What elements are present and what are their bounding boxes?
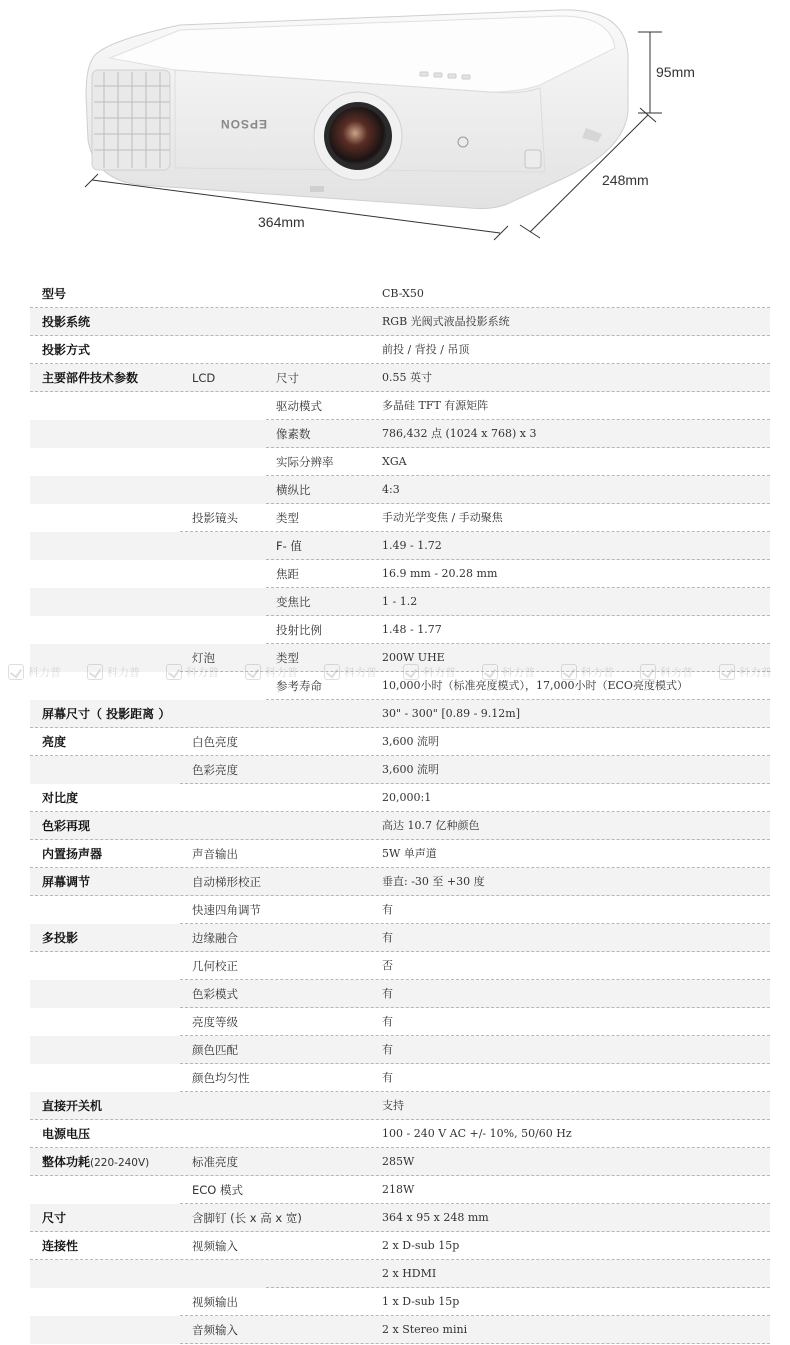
spec-category-note: (220-240V) — [90, 1157, 150, 1169]
width-dimension-label: 364mm — [258, 214, 305, 230]
spec-group-text: 颜色匹配 — [192, 1043, 238, 1057]
spec-value-text: 有 — [382, 1015, 393, 1028]
spec-value — [382, 364, 432, 392]
spec-group — [192, 756, 238, 784]
spec-value — [382, 1176, 414, 1204]
spec-value — [382, 1260, 436, 1288]
spec-value-text: 285W — [382, 1155, 415, 1168]
spec-group — [192, 1064, 250, 1092]
spec-row — [30, 476, 770, 504]
spec-row — [30, 672, 770, 700]
spec-value — [382, 1288, 459, 1316]
spec-group — [192, 980, 238, 1008]
spec-value — [382, 1120, 572, 1148]
spec-row — [30, 868, 770, 896]
spec-value-text: 2 x Stereo mini — [382, 1323, 468, 1336]
spec-value-text: 0.55 英寸 — [382, 371, 432, 384]
spec-value-text: 5W 单声道 — [382, 847, 437, 860]
spec-row — [30, 840, 770, 868]
spec-group-text: 视频输出 — [192, 1295, 238, 1309]
spec-category — [42, 364, 138, 392]
watermark-text: 科力普 — [344, 666, 377, 679]
spec-category — [42, 1148, 149, 1176]
spec-value-text: 10,000小时（标准亮度模式），17,000小时（ECO亮度模式） — [382, 679, 688, 692]
spec-category — [42, 1092, 102, 1120]
spec-row — [30, 952, 770, 980]
spec-value — [382, 280, 424, 308]
spec-item-text: 像素数 — [276, 427, 311, 441]
spec-item — [276, 588, 311, 616]
spec-group — [192, 1288, 238, 1316]
spec-value-text: 有 — [382, 931, 393, 944]
spec-row — [30, 280, 770, 308]
spec-item — [276, 448, 334, 476]
spec-group-text: 快速四角调节 — [192, 903, 261, 917]
spec-category — [42, 700, 170, 728]
spec-row — [30, 1092, 770, 1120]
spec-group — [192, 924, 238, 952]
spec-value-text: 2 x HDMI — [382, 1267, 437, 1280]
spec-value — [382, 1092, 404, 1120]
spec-group — [192, 1148, 238, 1176]
spec-value-text: CB-X50 — [382, 287, 424, 300]
spec-category-text: 连接性 — [42, 1239, 79, 1253]
spec-value — [382, 476, 400, 504]
spec-value-text: 364 x 95 x 248 mm — [382, 1211, 489, 1224]
spec-value — [382, 1008, 393, 1036]
watermark-text: 科力普 — [107, 666, 140, 679]
spec-value-text: 多晶硅 TFT 有源矩阵 — [382, 399, 489, 412]
spec-value-text: 200W UHE — [382, 651, 445, 664]
spec-value — [382, 336, 469, 364]
spec-group-text: 标准亮度 — [192, 1155, 238, 1169]
spec-row — [30, 1008, 770, 1036]
spec-value-text: 高达 10.7 亿种颜色 — [382, 819, 480, 832]
spec-group — [192, 644, 215, 672]
spec-category-text: 屏幕尺寸（ 投影距离 ） — [42, 707, 171, 721]
spec-row — [30, 1316, 770, 1344]
brand-logo: EPSON — [220, 117, 268, 131]
spec-group — [192, 1036, 238, 1064]
spec-value-text: 1 - 1.2 — [382, 595, 418, 608]
spec-row — [30, 896, 770, 924]
spec-item-text: 尺寸 — [276, 371, 299, 385]
spec-value — [382, 1036, 393, 1064]
spec-category — [42, 308, 90, 336]
projector-drawing — [0, 0, 790, 260]
spec-item-text: 类型 — [276, 511, 299, 525]
spec-value — [382, 504, 503, 532]
spec-category — [42, 840, 102, 868]
spec-row — [30, 1176, 770, 1204]
spec-group-text: ECO 模式 — [192, 1183, 244, 1197]
watermark-logo-icon — [8, 664, 24, 680]
spec-group — [192, 364, 215, 392]
spec-item-text: 参考寿命 — [276, 679, 322, 693]
spec-row — [30, 784, 770, 812]
spec-category-text: 直接开关机 — [42, 1099, 103, 1113]
spec-row — [30, 560, 770, 588]
spec-group — [192, 504, 238, 532]
spec-value — [382, 700, 520, 728]
spec-group-text: 白色亮度 — [192, 735, 238, 749]
spec-row — [30, 616, 770, 644]
height-dimension-label: 95mm — [656, 64, 695, 80]
spec-category — [42, 1120, 90, 1148]
spec-value-text: 有 — [382, 1043, 393, 1056]
spec-row — [30, 336, 770, 364]
spec-table — [30, 280, 770, 1344]
spec-category — [42, 784, 78, 812]
spec-row — [30, 644, 770, 672]
spec-category — [42, 280, 66, 308]
spec-category-text: 色彩再现 — [42, 819, 91, 833]
spec-item — [276, 476, 311, 504]
spec-value-text: 支持 — [382, 1099, 404, 1112]
spec-category-text: 主要部件技术参数 — [42, 371, 139, 385]
spec-group-text: 灯泡 — [192, 651, 215, 665]
spec-category-text: 整体功耗 — [42, 1155, 91, 1169]
spec-value — [382, 672, 688, 700]
spec-row — [30, 1148, 770, 1176]
spec-value — [382, 868, 485, 896]
spec-value-text: 垂直: -30 至 +30 度 — [382, 875, 485, 888]
spec-category — [42, 1232, 78, 1260]
spec-value-text: 2 x D-sub 15p — [382, 1239, 460, 1252]
spec-group-text: 投影镜头 — [192, 511, 238, 525]
spec-group-text: 亮度等级 — [192, 1015, 238, 1029]
spec-item-text: 类型 — [276, 651, 299, 665]
spec-row — [30, 1064, 770, 1092]
spec-category-text: 内置扬声器 — [42, 847, 103, 861]
spec-value — [382, 1064, 393, 1092]
spec-row — [30, 1288, 770, 1316]
spec-value — [382, 392, 488, 420]
spec-value — [382, 448, 407, 476]
spec-value — [382, 980, 393, 1008]
spec-category-text: 投影系统 — [42, 315, 91, 329]
spec-category-text: 投影方式 — [42, 343, 91, 357]
spec-group-text: 视频输入 — [192, 1239, 238, 1253]
spec-row — [30, 392, 770, 420]
spec-category — [42, 812, 90, 840]
spec-group-text: 声音输出 — [192, 847, 238, 861]
spec-item-text: F- 值 — [276, 539, 302, 553]
spec-value — [382, 812, 480, 840]
spec-item — [276, 420, 311, 448]
spec-item — [276, 616, 322, 644]
spec-category-text: 多投影 — [42, 931, 79, 945]
watermark-text: 科力普 — [739, 666, 772, 679]
spec-value — [382, 308, 510, 336]
spec-group-text: LCD — [192, 371, 216, 385]
spec-row — [30, 700, 770, 728]
spec-row — [30, 1120, 770, 1148]
spec-row — [30, 1036, 770, 1064]
spec-value-text: XGA — [382, 455, 407, 468]
spec-row — [30, 1260, 770, 1288]
spec-value-text: 有 — [382, 987, 393, 1000]
watermark-text: 科力普 — [28, 666, 61, 679]
spec-group — [192, 952, 238, 980]
spec-value — [382, 532, 442, 560]
watermark-text: 科力普 — [502, 666, 535, 679]
product-illustration — [0, 0, 790, 260]
spec-value — [382, 616, 442, 644]
spec-item — [276, 644, 299, 672]
spec-value-text: 30" - 300" [0.89 - 9.12m] — [382, 707, 521, 720]
spec-group-text: 音频输入 — [192, 1323, 238, 1337]
spec-item-text: 变焦比 — [276, 595, 311, 609]
spec-category-text: 屏幕调节 — [42, 875, 91, 889]
spec-value-text: 3,600 流明 — [382, 735, 439, 748]
spec-value-text: 有 — [382, 903, 393, 916]
spec-row — [30, 308, 770, 336]
spec-row — [30, 532, 770, 560]
spec-value — [382, 1316, 467, 1344]
spec-category-text: 对比度 — [42, 791, 79, 805]
spec-row — [30, 756, 770, 784]
spec-category-text: 型号 — [42, 287, 67, 301]
spec-value-text: 218W — [382, 1183, 415, 1196]
spec-value — [382, 924, 393, 952]
spec-group — [192, 1316, 238, 1344]
spec-value — [382, 1232, 459, 1260]
spec-category — [42, 728, 66, 756]
spec-value — [382, 840, 437, 868]
spec-value-text: 前投 / 背投 / 吊顶 — [382, 343, 470, 356]
spec-group — [192, 896, 261, 924]
spec-item-text: 驱动模式 — [276, 399, 322, 413]
spec-group-text: 颜色均匀性 — [192, 1071, 250, 1085]
spec-item — [276, 392, 322, 420]
spec-row — [30, 924, 770, 952]
watermark-text: 科力普 — [186, 666, 219, 679]
spec-group-text: 色彩亮度 — [192, 763, 238, 777]
spec-value — [382, 560, 497, 588]
spec-item-text: 实际分辨率 — [276, 455, 334, 469]
spec-value-text: 4:3 — [382, 483, 400, 496]
spec-value-text: 786,432 点 (1024 x 768) x 3 — [382, 427, 537, 440]
spec-value — [382, 1204, 489, 1232]
spec-row — [30, 588, 770, 616]
spec-group-text: 几何校正 — [192, 959, 238, 973]
spec-group — [192, 1204, 302, 1232]
spec-value — [382, 728, 439, 756]
spec-group-text: 边缘融合 — [192, 931, 238, 945]
spec-group — [192, 728, 238, 756]
spec-value-text: 20,000:1 — [382, 791, 432, 804]
spec-row — [30, 364, 770, 392]
spec-value — [382, 896, 393, 924]
spec-row — [30, 1204, 770, 1232]
spec-value-text: 1.49 - 1.72 — [382, 539, 442, 552]
spec-row — [30, 812, 770, 840]
depth-dimension-label: 248mm — [602, 172, 649, 188]
spec-category-text: 亮度 — [42, 735, 67, 749]
spec-value-text: 1.48 - 1.77 — [382, 623, 442, 636]
spec-group — [192, 1008, 238, 1036]
spec-value — [382, 588, 417, 616]
spec-value-text: 有 — [382, 1071, 393, 1084]
spec-value-text: 3,600 流明 — [382, 763, 439, 776]
spec-row — [30, 448, 770, 476]
spec-category — [42, 1204, 66, 1232]
spec-value-text: 否 — [382, 959, 393, 972]
spec-value — [382, 784, 431, 812]
watermark-text: 科力普 — [265, 666, 298, 679]
spec-group — [192, 868, 261, 896]
spec-value — [382, 952, 393, 980]
watermark-text: 科力普 — [581, 666, 614, 679]
spec-value — [382, 644, 445, 672]
watermark-text: 科力普 — [660, 666, 693, 679]
spec-row — [30, 420, 770, 448]
spec-group-text: 自动梯形校正 — [192, 875, 261, 889]
spec-row — [30, 1232, 770, 1260]
spec-item — [276, 364, 299, 392]
spec-item — [276, 560, 299, 588]
spec-item-text: 投射比例 — [276, 623, 322, 637]
spec-value — [382, 756, 439, 784]
spec-item — [276, 504, 299, 532]
spec-row — [30, 504, 770, 532]
spec-group — [192, 840, 238, 868]
spec-value — [382, 420, 536, 448]
spec-row — [30, 980, 770, 1008]
spec-item-text: 横纵比 — [276, 483, 311, 497]
spec-category — [42, 868, 90, 896]
spec-value-text: 16.9 mm - 20.28 mm — [382, 567, 498, 580]
spec-category-text: 电源电压 — [42, 1127, 91, 1141]
spec-value — [382, 1148, 414, 1176]
watermark-text: 科力普 — [423, 666, 456, 679]
spec-category-text: 尺寸 — [42, 1211, 67, 1225]
spec-value-text: 100 - 240 V AC +/- 10%, 50/60 Hz — [382, 1127, 572, 1140]
spec-item — [276, 532, 302, 560]
spec-row — [30, 728, 770, 756]
spec-category — [42, 336, 90, 364]
spec-value-text: RGB 光阀式液晶投影系统 — [382, 315, 510, 328]
spec-group — [192, 1176, 243, 1204]
spec-value-text: 手动光学变焦 / 手动聚焦 — [382, 511, 503, 524]
spec-item — [276, 672, 322, 700]
spec-group-text: 含脚钉 (长 x 高 x 宽) — [192, 1211, 302, 1225]
spec-group — [192, 1232, 238, 1260]
spec-value-text: 1 x D-sub 15p — [382, 1295, 460, 1308]
spec-item-text: 焦距 — [276, 567, 299, 581]
spec-category — [42, 924, 78, 952]
spec-group-text: 色彩模式 — [192, 987, 238, 1001]
